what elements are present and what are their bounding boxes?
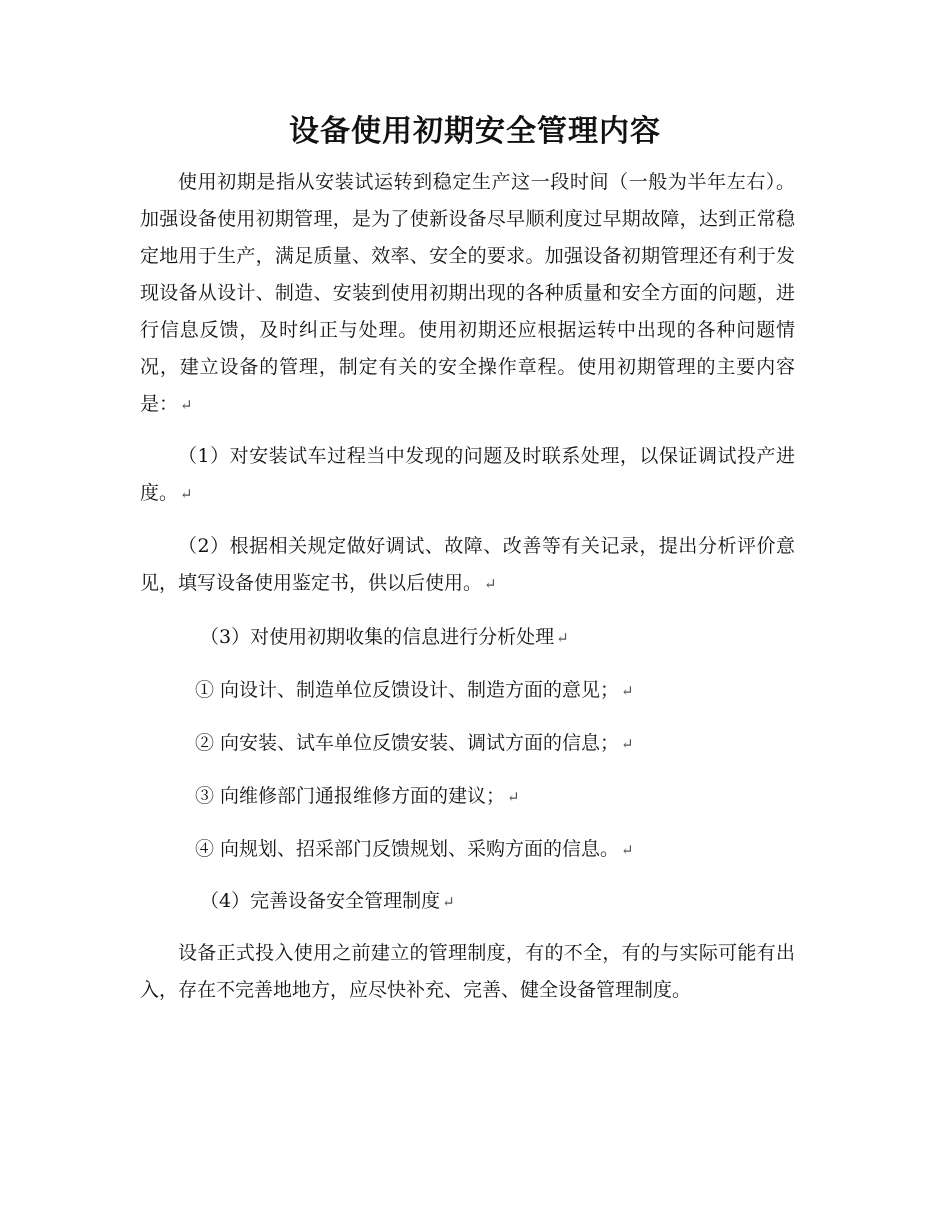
paragraph-mark-icon: ↵ [556, 629, 567, 647]
intro-paragraph [140, 164, 795, 424]
document-title: 设备使用初期安全管理内容 [289, 114, 661, 149]
sub-item-3 [195, 781, 518, 812]
item-2-text: （2）根据相关规定做好调试、故障、改善等有关记录，提出分析评价意见，填写设备使用鉴定书，供以后使用。 [140, 535, 795, 594]
paragraph-mark-icon: ↵ [442, 893, 453, 911]
paragraph-mark-icon: ↵ [180, 396, 191, 414]
sub-item-4-text: ④ 向规划、招采部门反馈规划、采购方面的信息。 [195, 838, 620, 860]
sub-item-1-text: ① 向设计、制造单位反馈设计、制造方面的意见； [195, 679, 620, 701]
item-3-heading [200, 622, 567, 653]
item-3-text: （3）对使用初期收集的信息进行分析处理 [200, 626, 555, 648]
paragraph-mark-icon: ↵ [621, 735, 632, 753]
paragraph-mark-icon: ↵ [180, 485, 191, 503]
sub-item-1 [195, 675, 632, 706]
paragraph-mark-icon: ↵ [621, 682, 632, 700]
sub-item-2-text: ② 向安装、试车单位反馈安装、调试方面的信息； [195, 732, 620, 754]
sub-item-3-text: ③ 向维修部门通报维修方面的建议； [195, 785, 506, 807]
item-4-heading [200, 886, 453, 917]
item-4-text: （4）完善设备安全管理制度 [200, 890, 441, 912]
item-1-paragraph [140, 438, 795, 513]
sub-item-2 [195, 728, 632, 759]
paragraph-mark-icon: ↵ [507, 788, 518, 806]
closing-paragraph [140, 935, 795, 1009]
paragraph-mark-icon: ↵ [484, 575, 495, 593]
sub-item-4 [195, 834, 632, 865]
paragraph-mark-icon: ↵ [621, 841, 632, 859]
intro-text: 使用初期是指从安装试运转到稳定生产这一段时间（一般为半年左右）。加强设备使用初期管理，是为了使新设备尽早顺利度过早期故障，达到正常稳定地用于生产，满足质量、效率、安全的要求。加强设备初期管理还有利于发现设备从设计、制造、安装到使用初期出现的各种质量和安全方面的问题，进行信息反馈，及时纠正与处理。使用初期还应根据运转中出现的各种问题情况，建立设备的管理，制定有关的安全操作章程。使用初期管理的主要内容是： [140, 171, 795, 415]
item-2-paragraph [140, 528, 795, 603]
item-1-text: （1）对安装试车过程当中发现的问题及时联系处理，以保证调试投产进度。 [140, 445, 795, 504]
closing-text: 设备正式投入使用之前建立的管理制度，有的不全，有的与实际可能有出入，存在不完善地地方，应尽快补充、完善、健全设备管理制度。 [140, 942, 795, 1001]
